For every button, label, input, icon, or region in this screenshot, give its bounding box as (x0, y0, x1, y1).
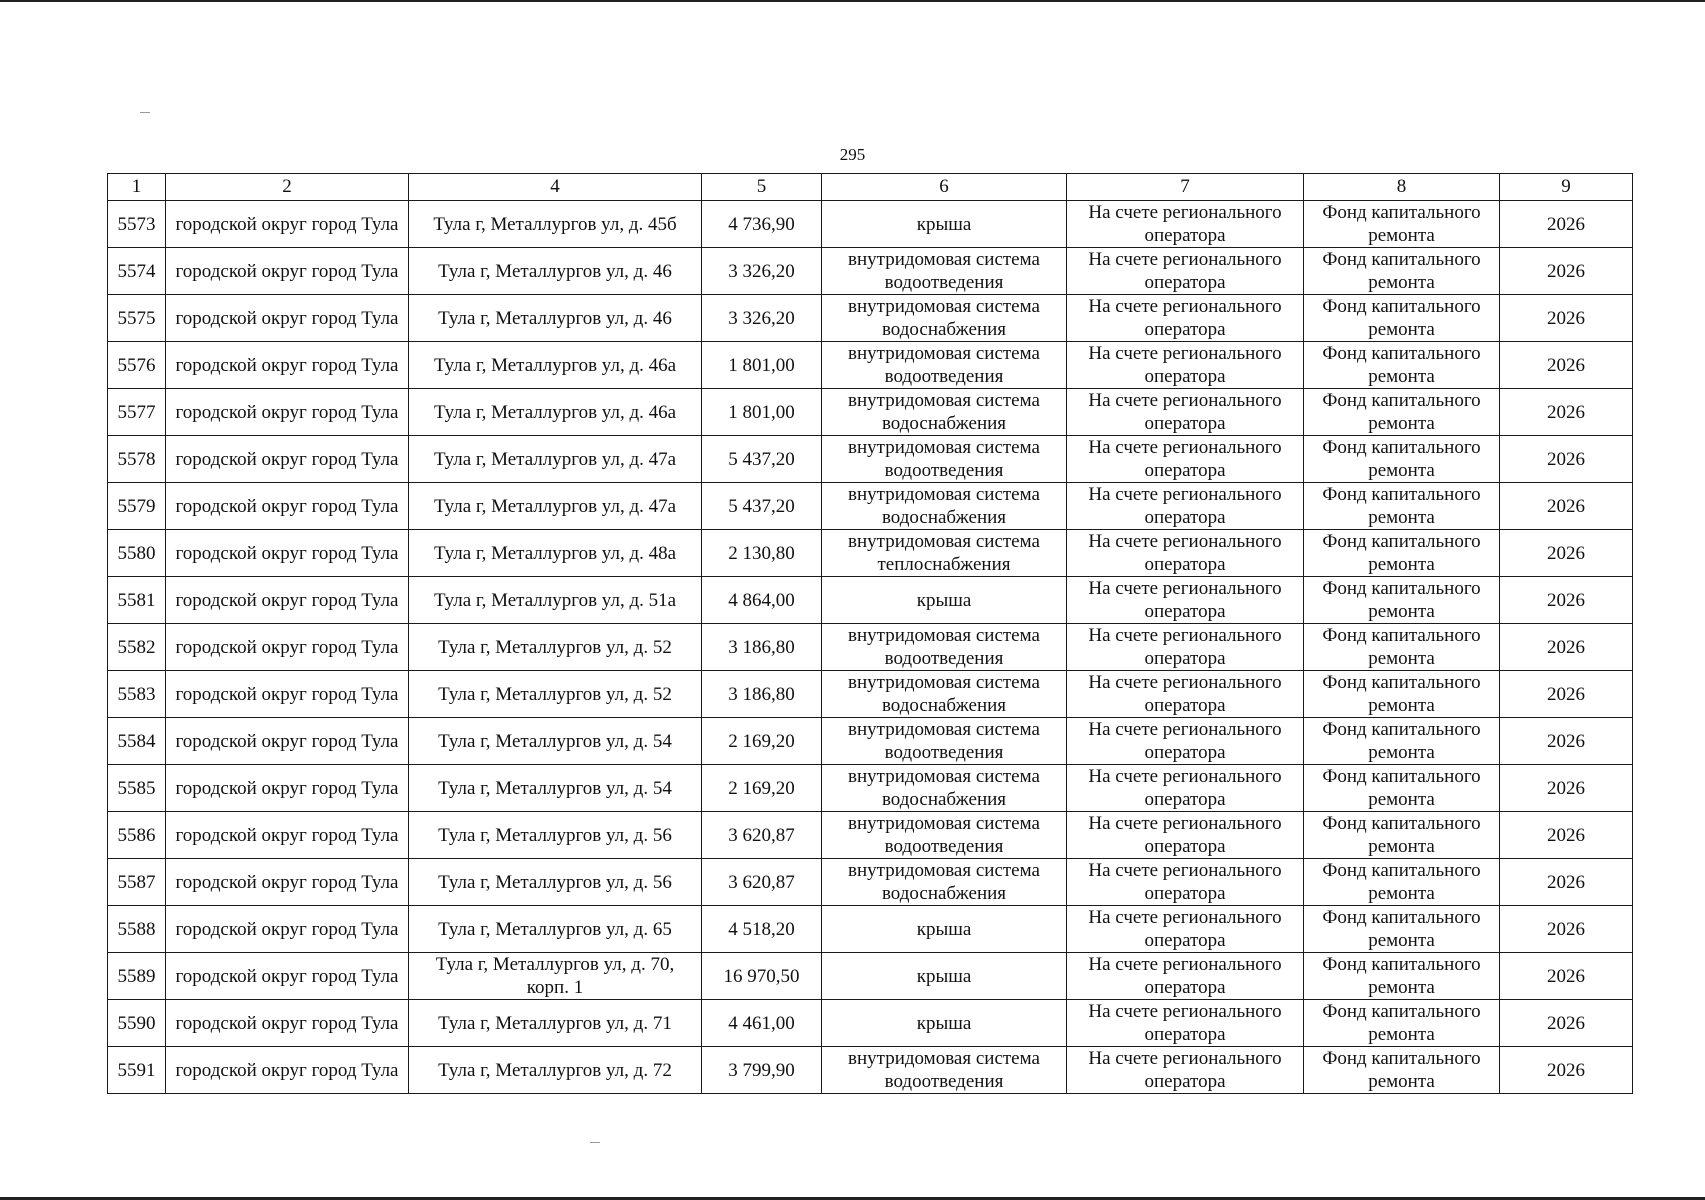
table-row (108, 906, 1633, 953)
funding-source-cell: Фонд капитального ремонта (1304, 248, 1500, 295)
funding-source-cell: Фонд капитального ремонта (1304, 1000, 1500, 1047)
address-cell: Тула г, Металлургов ул, д. 72 (409, 1047, 702, 1094)
municipality-cell: городской округ город Тула (166, 201, 409, 248)
value-cell: 3 186,80 (702, 671, 822, 718)
address-cell: Тула г, Металлургов ул, д. 48а (409, 530, 702, 577)
address-cell: Тула г, Металлургов ул, д. 47а (409, 436, 702, 483)
building-system-cell: внутридомовая система водоснабжения (822, 671, 1067, 718)
municipality-cell: городской округ город Тула (166, 483, 409, 530)
municipality-cell: городской округ город Тула (166, 577, 409, 624)
row-number-cell: 5590 (108, 1000, 166, 1047)
year-cell: 2026 (1500, 436, 1633, 483)
address-cell: Тула г, Металлургов ул, д. 46 (409, 295, 702, 342)
column-number-header-row (108, 174, 1633, 201)
account-cell: На счете регионального оператора (1067, 624, 1304, 671)
address-cell: Тула г, Металлургов ул, д. 52 (409, 671, 702, 718)
year-cell: 2026 (1500, 577, 1633, 624)
address-cell: Тула г, Металлургов ул, д. 71 (409, 1000, 702, 1047)
funding-source-cell: Фонд капитального ремонта (1304, 624, 1500, 671)
funding-source-cell: Фонд капитального ремонта (1304, 342, 1500, 389)
row-number-cell: 5589 (108, 953, 166, 1000)
account-cell: На счете регионального оператора (1067, 1047, 1304, 1094)
address-cell: Тула г, Металлургов ул, д. 52 (409, 624, 702, 671)
year-cell: 2026 (1500, 953, 1633, 1000)
row-number-cell: 5587 (108, 859, 166, 906)
scan-speck (590, 1142, 600, 1143)
header-cell: 1 (108, 174, 166, 201)
building-system-cell: внутридомовая система водоотведения (822, 342, 1067, 389)
table-row (108, 624, 1633, 671)
municipality-cell: городской округ город Тула (166, 624, 409, 671)
municipality-cell: городской округ город Тула (166, 436, 409, 483)
table-row (108, 248, 1633, 295)
building-system-cell: крыша (822, 953, 1067, 1000)
value-cell: 4 736,90 (702, 201, 822, 248)
building-system-cell: внутридомовая система водоснабжения (822, 389, 1067, 436)
value-cell: 3 620,87 (702, 859, 822, 906)
row-number-cell: 5586 (108, 812, 166, 859)
address-cell: Тула г, Металлургов ул, д. 54 (409, 765, 702, 812)
municipality-cell: городской округ город Тула (166, 1047, 409, 1094)
building-system-cell: крыша (822, 201, 1067, 248)
account-cell: На счете регионального оператора (1067, 906, 1304, 953)
funding-source-cell: Фонд капитального ремонта (1304, 577, 1500, 624)
table-row (108, 718, 1633, 765)
municipality-cell: городской округ город Тула (166, 295, 409, 342)
building-system-cell: крыша (822, 906, 1067, 953)
value-cell: 3 799,90 (702, 1047, 822, 1094)
building-system-cell: внутридомовая система водоотведения (822, 436, 1067, 483)
funding-source-cell: Фонд капитального ремонта (1304, 295, 1500, 342)
municipality-cell: городской округ город Тула (166, 906, 409, 953)
address-cell: Тула г, Металлургов ул, д. 65 (409, 906, 702, 953)
year-cell: 2026 (1500, 718, 1633, 765)
value-cell: 4 461,00 (702, 1000, 822, 1047)
municipality-cell: городской округ город Тула (166, 1000, 409, 1047)
value-cell: 3 326,20 (702, 248, 822, 295)
building-system-cell: внутридомовая система водоснабжения (822, 859, 1067, 906)
value-cell: 2 130,80 (702, 530, 822, 577)
year-cell: 2026 (1500, 530, 1633, 577)
row-number-cell: 5581 (108, 577, 166, 624)
row-number-cell: 5583 (108, 671, 166, 718)
building-system-cell: внутридомовая система водоснабжения (822, 483, 1067, 530)
row-number-cell: 5584 (108, 718, 166, 765)
building-system-cell: внутридомовая система водоотведения (822, 248, 1067, 295)
year-cell: 2026 (1500, 765, 1633, 812)
table-row (108, 342, 1633, 389)
row-number-cell: 5575 (108, 295, 166, 342)
funding-source-cell: Фонд капитального ремонта (1304, 953, 1500, 1000)
building-system-cell: внутридомовая система водоотведения (822, 1047, 1067, 1094)
year-cell: 2026 (1500, 906, 1633, 953)
value-cell: 5 437,20 (702, 483, 822, 530)
address-cell: Тула г, Металлургов ул, д. 46 (409, 248, 702, 295)
year-cell: 2026 (1500, 812, 1633, 859)
municipality-cell: городской округ город Тула (166, 389, 409, 436)
row-number-cell: 5588 (108, 906, 166, 953)
value-cell: 3 620,87 (702, 812, 822, 859)
building-system-cell: внутридомовая система водоотведения (822, 624, 1067, 671)
table-row (108, 1047, 1633, 1094)
table-row (108, 201, 1633, 248)
funding-source-cell: Фонд капитального ремонта (1304, 483, 1500, 530)
account-cell: На счете регионального оператора (1067, 577, 1304, 624)
municipality-cell: городской округ город Тула (166, 953, 409, 1000)
row-number-cell: 5577 (108, 389, 166, 436)
address-cell: Тула г, Металлургов ул, д. 51а (409, 577, 702, 624)
building-system-cell: внутридомовая система теплоснабжения (822, 530, 1067, 577)
value-cell: 3 186,80 (702, 624, 822, 671)
account-cell: На счете регионального оператора (1067, 342, 1304, 389)
value-cell: 3 326,20 (702, 295, 822, 342)
table-row (108, 389, 1633, 436)
account-cell: На счете регионального оператора (1067, 201, 1304, 248)
municipality-cell: городской округ город Тула (166, 859, 409, 906)
header-cell: 4 (409, 174, 702, 201)
account-cell: На счете регионального оператора (1067, 718, 1304, 765)
address-cell: Тула г, Металлургов ул, д. 46а (409, 342, 702, 389)
value-cell: 1 801,00 (702, 389, 822, 436)
table-row (108, 295, 1633, 342)
year-cell: 2026 (1500, 389, 1633, 436)
header-cell: 9 (1500, 174, 1633, 201)
funding-source-cell: Фонд капитального ремонта (1304, 201, 1500, 248)
municipality-cell: городской округ город Тула (166, 718, 409, 765)
row-number-cell: 5576 (108, 342, 166, 389)
building-system-cell: внутридомовая система водоснабжения (822, 765, 1067, 812)
municipality-cell: городской округ город Тула (166, 530, 409, 577)
header-cell: 5 (702, 174, 822, 201)
value-cell: 2 169,20 (702, 765, 822, 812)
address-cell: Тула г, Металлургов ул, д. 70, корп. 1 (409, 953, 702, 1000)
value-cell: 4 864,00 (702, 577, 822, 624)
table-row (108, 765, 1633, 812)
funding-source-cell: Фонд капитального ремонта (1304, 436, 1500, 483)
funding-source-cell: Фонд капитального ремонта (1304, 389, 1500, 436)
table-row (108, 436, 1633, 483)
table-row (108, 1000, 1633, 1047)
header-cell: 6 (822, 174, 1067, 201)
account-cell: На счете регионального оператора (1067, 295, 1304, 342)
account-cell: На счете регионального оператора (1067, 671, 1304, 718)
municipality-cell: городской округ город Тула (166, 248, 409, 295)
funding-source-cell: Фонд капитального ремонта (1304, 718, 1500, 765)
capital-repair-table (107, 173, 1633, 1094)
municipality-cell: городской округ город Тула (166, 342, 409, 389)
year-cell: 2026 (1500, 483, 1633, 530)
year-cell: 2026 (1500, 342, 1633, 389)
year-cell: 2026 (1500, 859, 1633, 906)
header-cell: 8 (1304, 174, 1500, 201)
table-row (108, 577, 1633, 624)
header-cell: 2 (166, 174, 409, 201)
account-cell: На счете регионального оператора (1067, 248, 1304, 295)
table-row (108, 483, 1633, 530)
account-cell: На счете регионального оператора (1067, 530, 1304, 577)
address-cell: Тула г, Металлургов ул, д. 56 (409, 859, 702, 906)
row-number-cell: 5591 (108, 1047, 166, 1094)
funding-source-cell: Фонд капитального ремонта (1304, 859, 1500, 906)
funding-source-cell: Фонд капитального ремонта (1304, 906, 1500, 953)
scan-speck (140, 112, 150, 113)
address-cell: Тула г, Металлургов ул, д. 46а (409, 389, 702, 436)
building-system-cell: внутридомовая система водоотведения (822, 812, 1067, 859)
account-cell: На счете регионального оператора (1067, 1000, 1304, 1047)
funding-source-cell: Фонд капитального ремонта (1304, 812, 1500, 859)
address-cell: Тула г, Металлургов ул, д. 54 (409, 718, 702, 765)
year-cell: 2026 (1500, 201, 1633, 248)
municipality-cell: городской округ город Тула (166, 671, 409, 718)
year-cell: 2026 (1500, 248, 1633, 295)
row-number-cell: 5574 (108, 248, 166, 295)
scan-top-border (0, 0, 1705, 2)
address-cell: Тула г, Металлургов ул, д. 47а (409, 483, 702, 530)
account-cell: На счете регионального оператора (1067, 483, 1304, 530)
row-number-cell: 5578 (108, 436, 166, 483)
table-row (108, 859, 1633, 906)
funding-source-cell: Фонд капитального ремонта (1304, 671, 1500, 718)
account-cell: На счете регионального оператора (1067, 765, 1304, 812)
municipality-cell: городской округ город Тула (166, 812, 409, 859)
account-cell: На счете регионального оператора (1067, 436, 1304, 483)
account-cell: На счете регионального оператора (1067, 389, 1304, 436)
row-number-cell: 5573 (108, 201, 166, 248)
address-cell: Тула г, Металлургов ул, д. 45б (409, 201, 702, 248)
page-number: 295 (839, 145, 866, 164)
value-cell: 16 970,50 (702, 953, 822, 1000)
year-cell: 2026 (1500, 295, 1633, 342)
value-cell: 4 518,20 (702, 906, 822, 953)
table-row (108, 671, 1633, 718)
value-cell: 5 437,20 (702, 436, 822, 483)
funding-source-cell: Фонд капитального ремонта (1304, 765, 1500, 812)
year-cell: 2026 (1500, 671, 1633, 718)
table-row (108, 530, 1633, 577)
table-row (108, 812, 1633, 859)
row-number-cell: 5582 (108, 624, 166, 671)
row-number-cell: 5585 (108, 765, 166, 812)
funding-source-cell: Фонд капитального ремонта (1304, 1047, 1500, 1094)
building-system-cell: внутридомовая система водоотведения (822, 718, 1067, 765)
year-cell: 2026 (1500, 1047, 1633, 1094)
year-cell: 2026 (1500, 624, 1633, 671)
account-cell: На счете регионального оператора (1067, 953, 1304, 1000)
funding-source-cell: Фонд капитального ремонта (1304, 530, 1500, 577)
header-cell: 7 (1067, 174, 1304, 201)
year-cell: 2026 (1500, 1000, 1633, 1047)
account-cell: На счете регионального оператора (1067, 812, 1304, 859)
row-number-cell: 5580 (108, 530, 166, 577)
building-system-cell: крыша (822, 1000, 1067, 1047)
building-system-cell: крыша (822, 577, 1067, 624)
building-system-cell: внутридомовая система водоснабжения (822, 295, 1067, 342)
row-number-cell: 5579 (108, 483, 166, 530)
account-cell: На счете регионального оператора (1067, 859, 1304, 906)
value-cell: 2 169,20 (702, 718, 822, 765)
address-cell: Тула г, Металлургов ул, д. 56 (409, 812, 702, 859)
value-cell: 1 801,00 (702, 342, 822, 389)
table-row (108, 953, 1633, 1000)
municipality-cell: городской округ город Тула (166, 765, 409, 812)
